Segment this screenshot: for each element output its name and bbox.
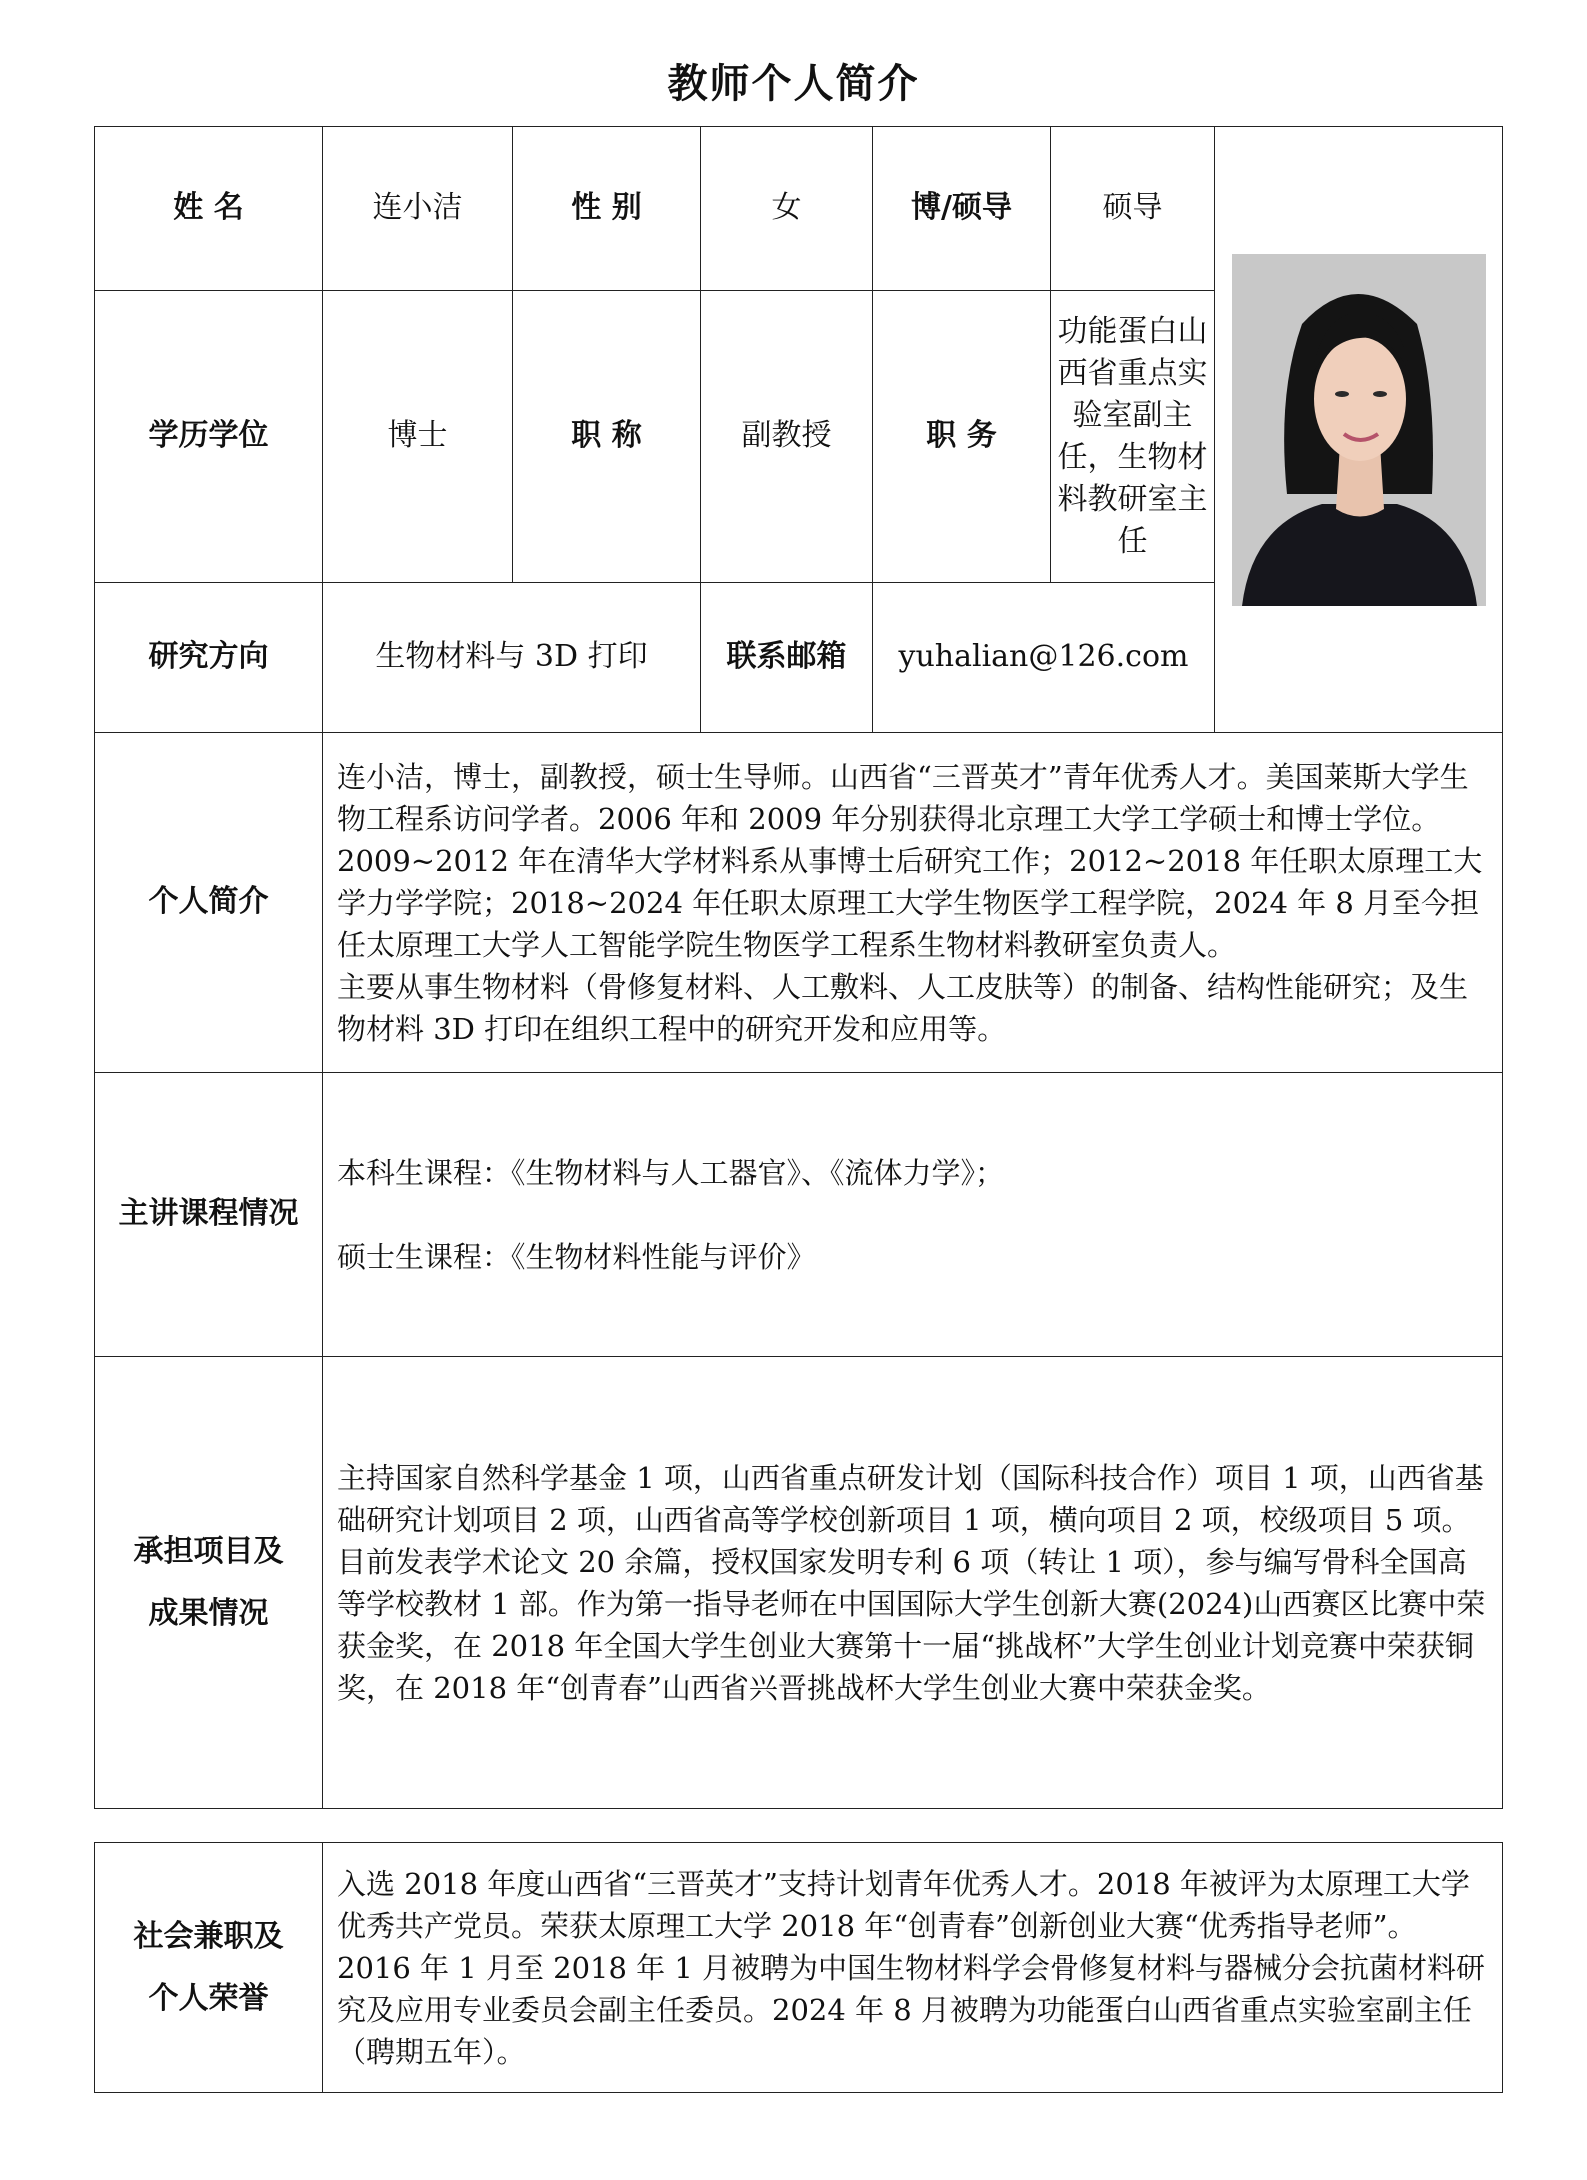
gender-value: 女 xyxy=(701,127,873,291)
email-label: 联系邮箱 xyxy=(701,583,873,733)
name-label: 姓 名 xyxy=(95,127,323,291)
degree-label: 学历学位 xyxy=(95,291,323,583)
honors-body: 入选 2018 年度山西省“三晋英才”支持计划青年优秀人才。2018 年被评为太原理工大学优秀共产党员。荣获太原理工大学 2018 年“创青春”创新创业大赛“优秀指导老师”。2016 年 1 月至 2018 年 1 月被聘为中国生物材料学会骨修复材料与器械分会抗菌材料研究及应用专业委员会副主任委员。2024 年 8 月被聘为功能蛋白山西省重点实验室副主任（聘期五年）。 xyxy=(323,1843,1503,2093)
photo-cell xyxy=(1215,127,1503,733)
supervisor-value: 硕导 xyxy=(1051,127,1215,291)
master-courses: 硕士生课程：《生物材料性能与评价》 xyxy=(337,1239,816,1274)
research-label: 研究方向 xyxy=(95,583,323,733)
portrait-image xyxy=(1232,254,1486,606)
honors-label-line2: 个人荣誉 xyxy=(148,1980,269,2016)
name-value: 连小洁 xyxy=(323,127,513,291)
email-value: yuhalian@126.com xyxy=(873,583,1215,733)
profile-label: 个人简介 xyxy=(95,733,323,1073)
profile-table xyxy=(94,126,1503,1809)
degree-value: 博士 xyxy=(323,291,513,583)
rank-label: 职 称 xyxy=(513,291,701,583)
courses-label: 主讲课程情况 xyxy=(95,1073,323,1357)
courses-spacer xyxy=(337,1194,1488,1236)
supervisor-label: 博/硕导 xyxy=(873,127,1051,291)
undergrad-courses: 本科生课程：《生物材料与人工器官》、《流体力学》； xyxy=(337,1155,1005,1190)
profile-paragraph-1: 连小洁，博士，副教授，硕士生导师。山西省“三晋英才”青年优秀人才。美国莱斯大学生物工程系访问学者。2006 年和 2009 年分别获得北京理工大学工学硕士和博士学位。2009~2012 年在清华大学材料系从事博士后研究工作；2012~2018 年任职太原理工大学力学学院；2018~2024 年任职太原理工大学生物医学工程学院，2024 年 8 月至今担任太原理工大学人工智能学院生物医学工程系生物材料教研室负责人。 xyxy=(337,759,1483,962)
duty-value: 功能蛋白山西省重点实验室副主任，生物材料教研室主任 xyxy=(1051,291,1215,583)
projects-label-line1: 承担项目及 xyxy=(133,1533,284,1569)
courses-body xyxy=(323,1073,1503,1357)
gender-label: 性 别 xyxy=(513,127,701,291)
projects-label-line2: 成果情况 xyxy=(148,1595,269,1631)
honors-table xyxy=(94,1842,1503,2093)
portrait-photo xyxy=(1232,254,1486,606)
page-title: 教师个人简介 xyxy=(667,61,920,107)
research-value: 生物材料与 3D 打印 xyxy=(323,583,701,733)
rank-value: 副教授 xyxy=(701,291,873,583)
honors-label-line1: 社会兼职及 xyxy=(133,1918,284,1954)
projects-body: 主持国家自然科学基金 1 项，山西省重点研发计划（国际科技合作）项目 1 项，山西省基础研究计划项目 2 项，山西省高等学校创新项目 1 项，横向项目 2 项，校级项目 5 项。目前发表学术论文 20 余篇，授权国家发明专利 6 项（转让 1 项），参与编写骨科全国高等学校教材 1 部。作为第一指导老师在中国国际大学生创新大赛(2024)山西赛区比赛中荣获金奖，在 2018 年全国大学生创业大赛第十一届“挑战杯”大学生创业计划竞赛中荣获铜奖，在 2018 年“创青春”山西省兴晋挑战杯大学生创业大赛中荣获金奖。 xyxy=(323,1357,1503,1809)
duty-label: 职 务 xyxy=(873,291,1051,583)
projects-label xyxy=(95,1357,323,1809)
profile-body xyxy=(323,733,1503,1073)
profile-paragraph-2: 主要从事生物材料（骨修复材料、人工敷料、人工皮肤等）的制备、结构性能研究；及生物材料 3D 打印在组织工程中的研究开发和应用等。 xyxy=(337,969,1469,1046)
honors-label xyxy=(95,1843,323,2093)
